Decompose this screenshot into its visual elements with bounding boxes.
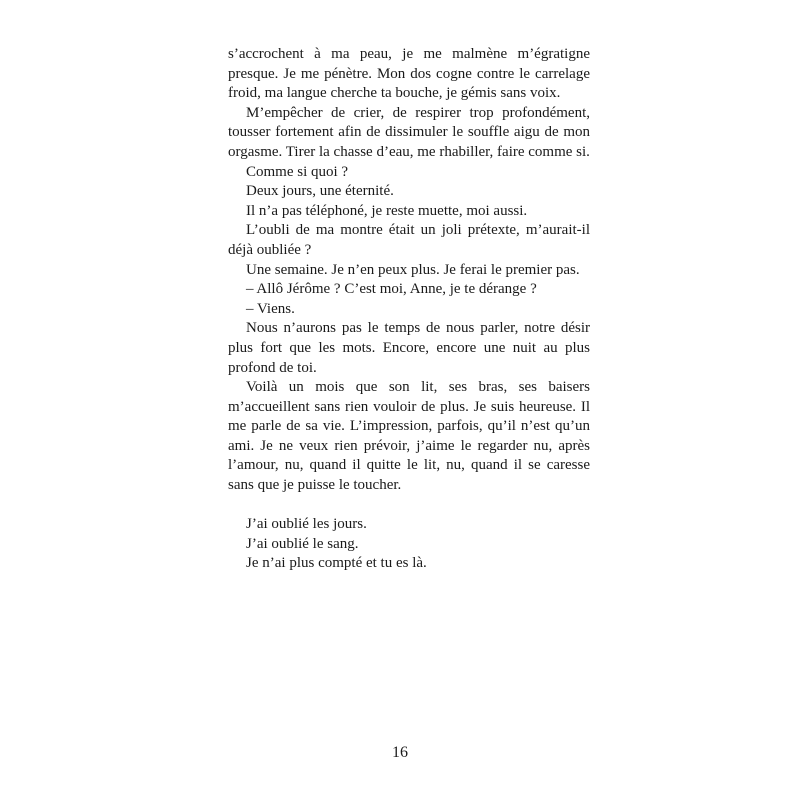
body-text: [228, 45, 590, 574]
dialogue-line: – Allô Jérôme ? C’est moi, Anne, je te dérange ?: [246, 281, 537, 298]
section-break: [228, 496, 590, 516]
paragraph: Il n’a pas téléphoné, je reste muette, moi aussi.: [246, 202, 528, 219]
dialogue-line: – Viens.: [246, 300, 295, 317]
paragraph: Voilà un mois que son lit, ses bras, ses baisers m’accueillent sans rien vouloir de plus. Je suis heureuse. Il me parle de sa vie. L’impression, parfois, qu’il n’est qu’un ami. Je ne veux rien prévoir, j’aime le regarder nu, après l’amour, nu, quand il quitte le lit, nu, quand il se caresse sans que je puisse le toucher.: [228, 379, 590, 494]
paragraph: Une semaine. Je n’en peux plus. Je ferai le premier pas.: [246, 261, 580, 278]
verse-block: [228, 515, 590, 574]
paragraph: L’oubli de ma montre était un joli prétexte, m’aurait-il déjà oubliée ?: [228, 222, 590, 258]
verse-line: J’ai oublié les jours.: [246, 516, 367, 533]
paragraph: M’empêcher de crier, de respirer trop profondément, tousser fortement afin de dissimuler le souffle aigu de mon orgasme. Tirer la chasse d’eau, me rhabiller, faire comme si.: [228, 104, 590, 160]
paragraph: Deux jours, une éternité.: [246, 183, 394, 200]
verse-line: J’ai oublié le sang.: [246, 535, 359, 552]
paragraph: Nous n’aurons pas le temps de nous parler, notre désir plus fort que les mots. Encore, encore une nuit au plus profond de toi.: [228, 320, 590, 376]
page-number: 16: [392, 744, 408, 761]
verse-line: Je n’ai plus compté et tu es là.: [246, 555, 427, 572]
paragraph: s’accrochent à ma peau, je me malmène m’égratigne presque. Je me pénètre. Mon dos cogne contre le carrelage froid, ma langue cherche ta bouche, je gémis sans voix.: [228, 46, 590, 102]
paragraph: Comme si quoi ?: [246, 163, 349, 180]
